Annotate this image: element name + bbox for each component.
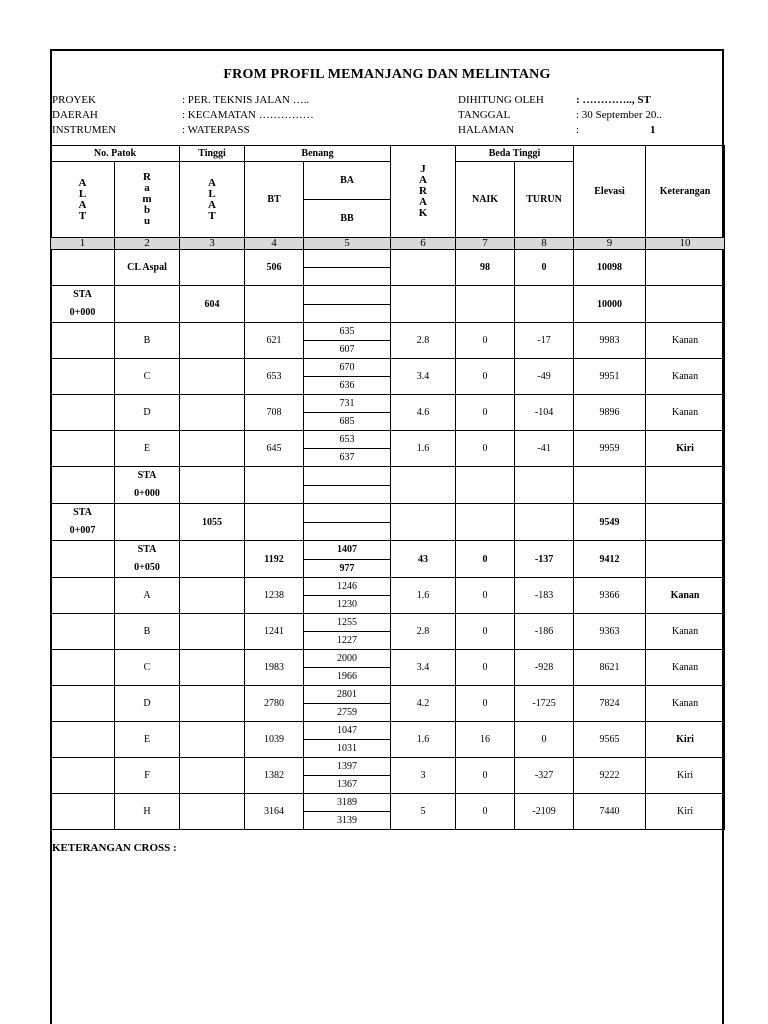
cell-turun: -186 [515, 614, 574, 650]
cell-alat-line: 0+000 [69, 307, 96, 318]
cell-ba: 653 [304, 431, 391, 449]
cell-bb: 636 [304, 377, 391, 395]
cell-rambu: E [115, 722, 180, 758]
column-number: 10 [646, 238, 725, 250]
cell-bb: 1230 [304, 596, 391, 614]
cell-jarak: 3 [391, 758, 456, 794]
cell-elevasi [574, 467, 646, 504]
cell-ba [304, 286, 391, 305]
cell-keterangan: Kanan [646, 323, 725, 359]
form-title: FROM PROFIL MEMANJANG DAN MELINTANG [223, 67, 551, 82]
cell-rambu [115, 286, 180, 323]
cell-tinggi: 1055 [180, 504, 245, 541]
cell-keterangan: Kanan [646, 650, 725, 686]
cell-rambu: F [115, 758, 180, 794]
cell-bb: 2759 [304, 704, 391, 722]
table-row [51, 250, 725, 268]
table-row [51, 794, 725, 812]
cell-alat [51, 395, 115, 431]
vertical-letter: A [78, 198, 87, 211]
table-row [51, 686, 725, 704]
info-value: : 30 September 20.. [576, 109, 662, 121]
cell-naik: 98 [456, 250, 515, 286]
cell-elevasi: 8621 [574, 650, 646, 686]
cell-jarak [391, 504, 456, 541]
cell-turun: -104 [515, 395, 574, 431]
cell-jarak: 43 [391, 541, 456, 578]
cell-tinggi [180, 758, 245, 794]
cell-bb: 3139 [304, 812, 391, 830]
cell-jarak: 3.4 [391, 359, 456, 395]
cell-ba: 731 [304, 395, 391, 413]
cell-jarak: 4.6 [391, 395, 456, 431]
table-row [51, 578, 725, 596]
cell-keterangan: Kanan [646, 359, 725, 395]
cell-naik: 0 [456, 323, 515, 359]
cell-keterangan: Kanan [646, 686, 725, 722]
cell-alat [51, 323, 115, 359]
header-no-patok: No. Patok [51, 146, 180, 162]
cell-elevasi: 9412 [574, 541, 646, 578]
vertical-letter: L [78, 187, 87, 200]
cell-turun [515, 504, 574, 541]
cell-turun: -1725 [515, 686, 574, 722]
info-label: DIHITUNG OLEH [458, 94, 544, 106]
header-alat-text [78, 178, 88, 222]
cell-rambu: D [115, 395, 180, 431]
cell-alat [51, 250, 115, 286]
table-row [51, 650, 725, 668]
cell-bt: 1039 [245, 722, 304, 758]
cell-bb: 637 [304, 449, 391, 467]
cell-tinggi [180, 686, 245, 722]
info-label: INSTRUMEN [52, 124, 117, 136]
cell-bt: 506 [245, 250, 304, 286]
cell-tinggi [180, 794, 245, 830]
cell-naik: 0 [456, 686, 515, 722]
cell-bt: 708 [245, 395, 304, 431]
cell-tinggi [180, 359, 245, 395]
header-alat2-text [207, 178, 217, 222]
cell-rambu: A [115, 578, 180, 614]
cell-tinggi: 604 [180, 286, 245, 323]
vertical-letter: L [208, 187, 216, 200]
header-tinggi: Tinggi [180, 146, 245, 162]
cell-bt: 2780 [245, 686, 304, 722]
cell-turun: -49 [515, 359, 574, 395]
cell-bt: 1983 [245, 650, 304, 686]
cell-rambu-line: STA [137, 544, 157, 555]
header-ba: BA [304, 162, 391, 200]
cell-alat [51, 614, 115, 650]
cell-tinggi [180, 650, 245, 686]
cell-keterangan [646, 250, 725, 286]
cell-bt: 3164 [245, 794, 304, 830]
column-number-row [51, 238, 725, 250]
cell-keterangan: Kiri [646, 758, 725, 794]
cell-bb [304, 268, 391, 286]
vertical-letter: m [142, 193, 152, 205]
cell-alat [51, 722, 115, 758]
cell-alat-line: 0+007 [69, 525, 96, 536]
cell-keterangan: Kanan [646, 395, 725, 431]
cell-elevasi: 9896 [574, 395, 646, 431]
cell-elevasi: 9959 [574, 431, 646, 467]
cell-turun: -327 [515, 758, 574, 794]
cell-tinggi [180, 467, 245, 504]
cell-rambu-line: 0+000 [134, 488, 160, 499]
vertical-letter: A [419, 196, 427, 208]
cell-rambu: D [115, 686, 180, 722]
header-elevasi: Elevasi [574, 146, 646, 238]
cell-turun [515, 467, 574, 504]
cell-naik [456, 286, 515, 323]
cell-rambu [115, 504, 180, 541]
cell-keterangan: Kiri [646, 794, 725, 830]
cell-rambu [115, 467, 180, 504]
cell-naik: 16 [456, 722, 515, 758]
table-row [51, 286, 725, 305]
header-alat2 [180, 162, 245, 238]
info-label: HALAMAN [458, 124, 515, 136]
cell-jarak [391, 467, 456, 504]
info-right-values [576, 93, 696, 138]
cell-elevasi: 10098 [574, 250, 646, 286]
cell-bb [304, 522, 391, 541]
cell-ba: 2801 [304, 686, 391, 704]
cell-jarak: 2.8 [391, 323, 456, 359]
cell-bt [245, 467, 304, 504]
header-naik: NAIK [456, 162, 515, 238]
cell-bb: 607 [304, 341, 391, 359]
cell-jarak: 1.6 [391, 722, 456, 758]
vertical-letter: u [143, 215, 151, 227]
cell-alat [51, 794, 115, 830]
cell-rambu: CL Aspal [115, 250, 180, 286]
cell-naik: 0 [456, 395, 515, 431]
cell-rambu [115, 541, 180, 578]
cell-rambu-line: 0+050 [134, 562, 160, 573]
cell-keterangan: Kiri [646, 722, 725, 758]
column-number: 9 [574, 238, 646, 250]
cell-bt: 1382 [245, 758, 304, 794]
column-number: 8 [515, 238, 574, 250]
table-row [51, 431, 725, 449]
column-number: 3 [180, 238, 245, 250]
vertical-letter: A [419, 174, 427, 186]
cell-bb [304, 485, 391, 504]
vertical-letter: A [208, 198, 216, 211]
cell-turun: -928 [515, 650, 574, 686]
cell-naik: 0 [456, 650, 515, 686]
header-alat [51, 162, 115, 238]
cell-keterangan [646, 504, 725, 541]
info-value: : WATERPASS [182, 124, 250, 136]
cell-tinggi [180, 578, 245, 614]
cell-naik: 0 [456, 431, 515, 467]
cell-turun: -137 [515, 541, 574, 578]
cell-alat [51, 431, 115, 467]
table-row [51, 541, 725, 560]
cell-naik: 0 [456, 614, 515, 650]
cell-jarak: 2.8 [391, 614, 456, 650]
cell-bt: 621 [245, 323, 304, 359]
header-rambu [115, 162, 180, 238]
table-row [51, 395, 725, 413]
cell-ba: 670 [304, 359, 391, 377]
cell-ba: 1397 [304, 758, 391, 776]
cell-alat [51, 541, 115, 578]
cell-elevasi: 9951 [574, 359, 646, 395]
vertical-letter: A [78, 176, 87, 189]
cell-ba: 635 [304, 323, 391, 341]
cell-elevasi: 10000 [574, 286, 646, 323]
column-number: 4 [245, 238, 304, 250]
cell-ba: 1255 [304, 614, 391, 632]
cell-jarak: 1.6 [391, 578, 456, 614]
cell-naik [456, 467, 515, 504]
info-value-row [576, 123, 696, 138]
cell-bb [304, 304, 391, 323]
cell-elevasi: 9366 [574, 578, 646, 614]
cell-alat [51, 758, 115, 794]
header-bb: BB [304, 200, 391, 238]
cell-bt [245, 504, 304, 541]
cell-keterangan: Kiri [646, 431, 725, 467]
cell-bt: 1238 [245, 578, 304, 614]
cell-bt: 653 [245, 359, 304, 395]
cell-keterangan [646, 286, 725, 323]
info-label: DAERAH [52, 109, 98, 121]
vertical-letter: J [420, 163, 426, 175]
cell-keterangan: Kanan [646, 614, 725, 650]
header-beda-tinggi: Beda Tinggi [456, 146, 574, 162]
cell-keterangan: Kanan [646, 578, 725, 614]
cell-keterangan [646, 467, 725, 504]
info-right-labels [458, 93, 544, 138]
cell-bt: 645 [245, 431, 304, 467]
cell-elevasi: 9549 [574, 504, 646, 541]
header-keterangan: Keterangan [646, 146, 725, 238]
column-number: 2 [115, 238, 180, 250]
cell-elevasi: 9983 [574, 323, 646, 359]
cell-tinggi [180, 541, 245, 578]
cell-turun: 0 [515, 722, 574, 758]
cell-rambu: E [115, 431, 180, 467]
cell-rambu: B [115, 614, 180, 650]
cell-jarak: 5 [391, 794, 456, 830]
cell-alat [51, 650, 115, 686]
vertical-letter: a [144, 182, 150, 194]
cell-alat-line: STA [73, 289, 92, 300]
cell-alat [51, 286, 115, 323]
cell-turun: -2109 [515, 794, 574, 830]
cell-jarak: 3.4 [391, 650, 456, 686]
cell-tinggi [180, 431, 245, 467]
cell-alat [51, 359, 115, 395]
cell-bb: 1966 [304, 668, 391, 686]
vertical-letter: T [78, 209, 87, 222]
table-row [51, 504, 725, 523]
cell-bt [245, 286, 304, 323]
info-left-values [182, 93, 314, 138]
cell-bt: 1192 [245, 541, 304, 578]
form-page [50, 49, 724, 1024]
cell-ba [304, 250, 391, 268]
cell-rambu: C [115, 650, 180, 686]
cell-turun: -41 [515, 431, 574, 467]
cell-rambu-line: STA [137, 470, 157, 481]
cell-elevasi: 7824 [574, 686, 646, 722]
cell-naik: 0 [456, 578, 515, 614]
cell-jarak [391, 250, 456, 286]
cell-bb: 977 [304, 559, 391, 578]
table-row [51, 758, 725, 776]
cell-turun [515, 286, 574, 323]
cell-alat [51, 686, 115, 722]
cell-ba [304, 467, 391, 486]
cell-naik: 0 [456, 359, 515, 395]
page-number: 1 [650, 124, 656, 136]
table-row [51, 323, 725, 341]
cell-bt: 1241 [245, 614, 304, 650]
cell-alat-line: STA [73, 507, 92, 518]
info-label: TANGGAL [458, 109, 511, 121]
cell-ba: 2000 [304, 650, 391, 668]
cell-ba: 1047 [304, 722, 391, 740]
header-jarak-text [418, 164, 428, 219]
cell-elevasi: 9565 [574, 722, 646, 758]
info-value: : ………….., ST [576, 94, 651, 106]
cell-rambu: B [115, 323, 180, 359]
vertical-letter: R [143, 171, 151, 183]
table-row [51, 614, 725, 632]
header-bt: BT [245, 162, 304, 238]
info-value: : PER. TEKNIS JALAN ….. [182, 94, 310, 106]
column-number: 6 [391, 238, 456, 250]
cell-bb: 1031 [304, 740, 391, 758]
cell-jarak: 1.6 [391, 431, 456, 467]
info-label: PROYEK [52, 94, 97, 106]
cell-rambu: C [115, 359, 180, 395]
cell-bb: 1227 [304, 632, 391, 650]
cell-naik: 0 [456, 541, 515, 578]
cell-tinggi [180, 395, 245, 431]
cell-bb: 685 [304, 413, 391, 431]
cell-jarak: 4.2 [391, 686, 456, 722]
header-benang: Benang [245, 146, 391, 162]
cell-ba: 1246 [304, 578, 391, 596]
cell-alat [51, 504, 115, 541]
cell-elevasi: 9363 [574, 614, 646, 650]
table-row [51, 467, 725, 486]
table-row [51, 359, 725, 377]
info-value: : [576, 124, 580, 136]
cell-jarak [391, 286, 456, 323]
info-left-labels [52, 93, 116, 138]
vertical-letter: R [419, 185, 427, 197]
vertical-letter: K [418, 207, 428, 219]
cell-tinggi [180, 722, 245, 758]
cell-alat [51, 467, 115, 504]
column-number: 1 [51, 238, 115, 250]
survey-table [50, 145, 725, 830]
cell-keterangan [646, 541, 725, 578]
header-rambu-text [142, 172, 152, 227]
cell-elevasi: 7440 [574, 794, 646, 830]
keterangan-cross-label: KETERANGAN CROSS : [52, 842, 177, 854]
table-row [51, 722, 725, 740]
vertical-letter: T [208, 209, 216, 222]
header-turun: TURUN [515, 162, 574, 238]
cell-naik: 0 [456, 794, 515, 830]
cell-naik [456, 504, 515, 541]
column-number: 7 [456, 238, 515, 250]
cell-alat [51, 578, 115, 614]
cell-naik: 0 [456, 758, 515, 794]
cell-turun: 0 [515, 250, 574, 286]
vertical-letter: A [208, 176, 216, 189]
cell-bb: 1367 [304, 776, 391, 794]
cell-turun: -17 [515, 323, 574, 359]
cell-elevasi: 9222 [574, 758, 646, 794]
cell-ba: 3189 [304, 794, 391, 812]
cell-tinggi [180, 250, 245, 286]
cell-rambu: H [115, 794, 180, 830]
column-number: 5 [304, 238, 391, 250]
cell-tinggi [180, 323, 245, 359]
cell-tinggi [180, 614, 245, 650]
info-value: : KECAMATAN …………… [182, 109, 314, 121]
vertical-letter: b [143, 204, 151, 216]
header-jarak [391, 146, 456, 238]
cell-ba [304, 504, 391, 523]
cell-turun: -183 [515, 578, 574, 614]
cell-ba: 1407 [304, 541, 391, 560]
